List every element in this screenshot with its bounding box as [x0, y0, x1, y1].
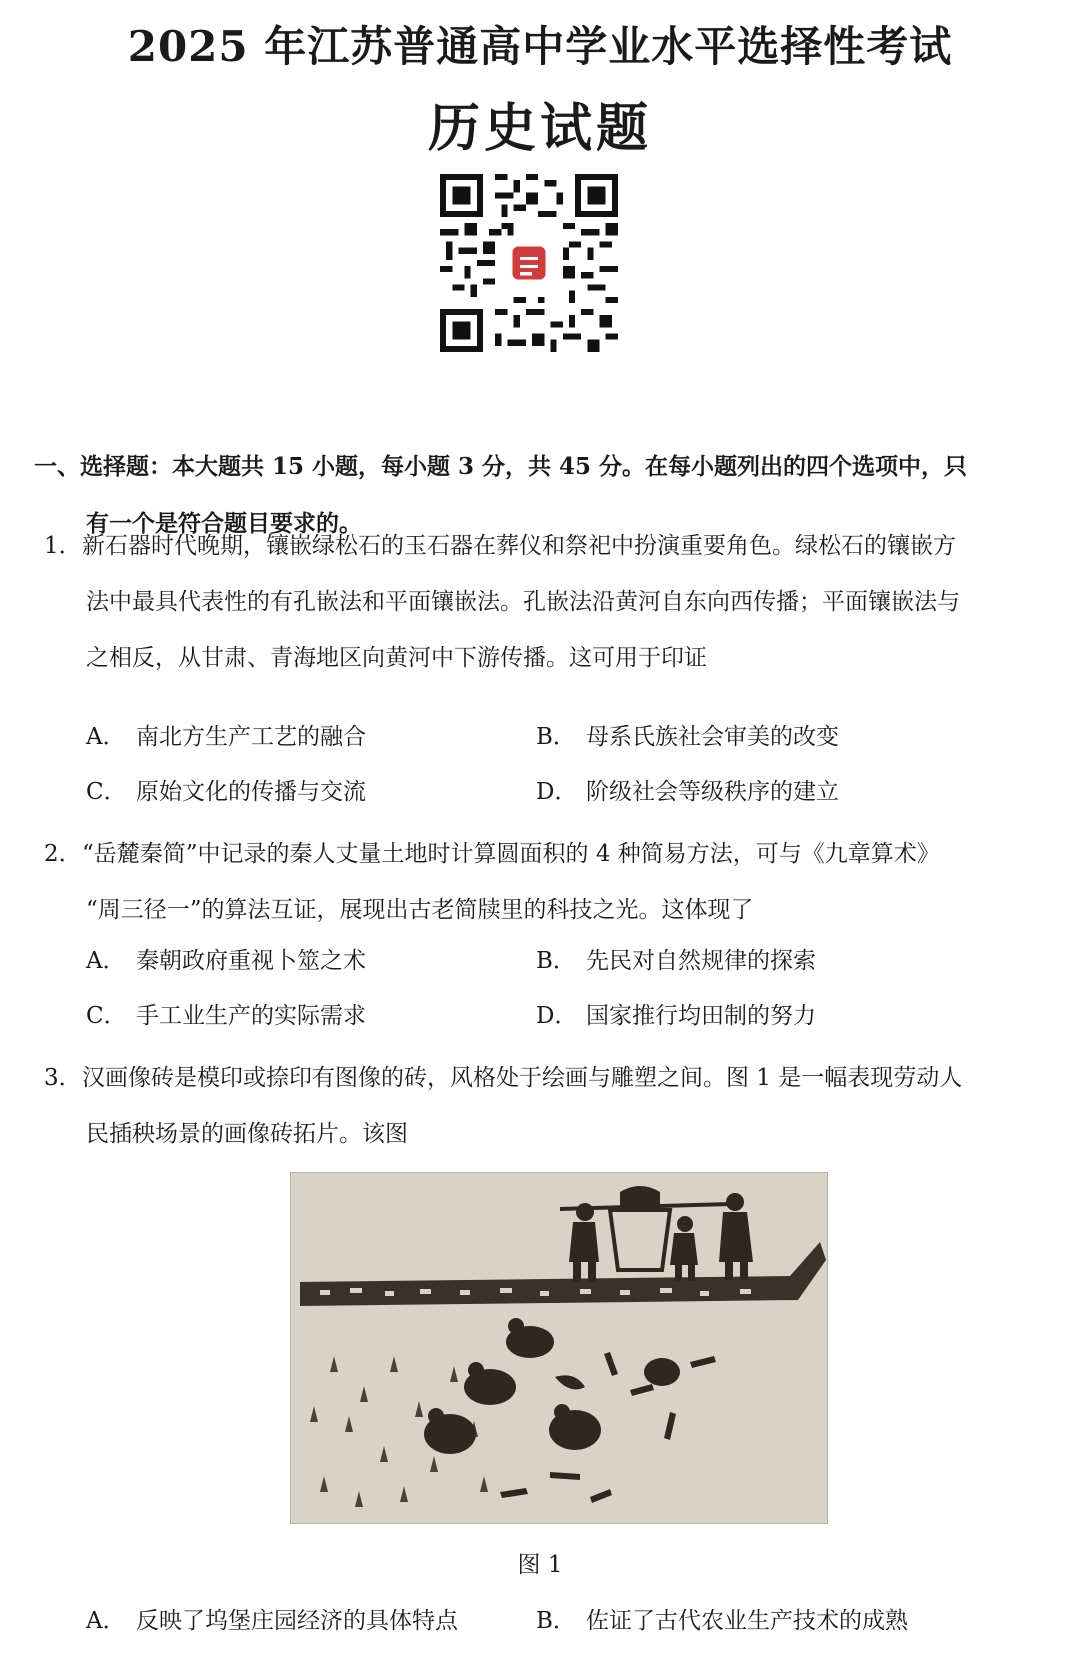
- option-text: 手工业生产的实际需求: [136, 1003, 366, 1029]
- option-b[interactable]: [536, 718, 839, 751]
- option-text: 先民对自然规律的探索: [586, 948, 816, 974]
- option-b[interactable]: [536, 1602, 908, 1635]
- option-text: 反映了坞堡庄园经济的具体特点: [136, 1608, 458, 1634]
- option-text: 阶级社会等级秩序的建立: [586, 779, 839, 805]
- figure-caption: 图 1: [517, 1552, 563, 1578]
- question-2: [44, 826, 1044, 938]
- option-c[interactable]: [86, 997, 366, 1030]
- option-d[interactable]: [536, 773, 839, 806]
- qr-code: [440, 174, 618, 352]
- question-text: 之相反，从甘肃、青海地区向黄河中下游传播。这可用于印证: [86, 645, 707, 671]
- question-1: [44, 518, 1044, 686]
- exam-subject-title: 历史试题: [427, 98, 652, 159]
- section-line-1: 一、选择题：本大题共 15 小题，每小题 3 分，共 45 分。在每小题列出的四个选项中，只: [34, 453, 968, 480]
- option-b[interactable]: [536, 942, 816, 975]
- option-label: A．: [86, 724, 126, 750]
- option-label: C．: [86, 1003, 127, 1029]
- option-c[interactable]: [86, 773, 366, 806]
- option-text: 佐证了古代农业生产技术的成熟: [586, 1608, 908, 1634]
- option-text: 国家推行均田制的努力: [586, 1003, 816, 1029]
- question-text: 民插秧场景的画像砖拓片。该图: [86, 1121, 408, 1147]
- question-number: 3．: [44, 1065, 82, 1091]
- option-label: B．: [536, 724, 576, 750]
- figure-brick-rubbing: [290, 1172, 828, 1524]
- option-text: 母系氏族社会审美的改变: [586, 724, 839, 750]
- question-text: “周三径一”的算法互证，展现出古老简牍里的科技之光。这体现了: [86, 897, 754, 923]
- question-3: [44, 1050, 1044, 1162]
- question-text: 新石器时代晚期，镶嵌绿松石的玉石器在葬仪和祭祀中扮演重要角色。绿松石的镶嵌方: [82, 533, 956, 559]
- option-a[interactable]: [86, 718, 366, 751]
- option-text: 原始文化的传播与交流: [136, 779, 366, 805]
- section-line-2: 有一个是符合题目要求的。: [86, 510, 362, 537]
- option-a[interactable]: [86, 942, 366, 975]
- question-number: 2．: [44, 841, 82, 867]
- option-text: 秦朝政府重视卜筮之术: [136, 948, 366, 974]
- question-text: 法中最具代表性的有孔嵌法和平面镶嵌法。孔嵌法沿黄河自东向西传播；平面镶嵌法与: [86, 589, 960, 615]
- option-label: D．: [536, 779, 578, 805]
- question-text: 汉画像砖是模印或捺印有图像的砖，风格处于绘画与雕塑之间。图 1 是一幅表现劳动人: [82, 1065, 963, 1091]
- exam-title: 2025 年江苏普通高中学业水平选择性考试: [127, 22, 953, 71]
- option-label: A．: [86, 1608, 126, 1634]
- question-text: “岳麓秦简”中记录的秦人丈量土地时计算圆面积的 4 种简易方法，可与《九章算术》: [82, 841, 940, 867]
- question-number: 1．: [44, 533, 82, 559]
- option-label: A．: [86, 948, 126, 974]
- option-a[interactable]: [86, 1602, 458, 1635]
- option-text: 南北方生产工艺的融合: [136, 724, 366, 750]
- option-label: C．: [86, 779, 127, 805]
- option-label: D．: [536, 1003, 578, 1029]
- option-d[interactable]: [536, 997, 816, 1030]
- option-label: B．: [536, 948, 576, 974]
- option-label: B．: [536, 1608, 576, 1634]
